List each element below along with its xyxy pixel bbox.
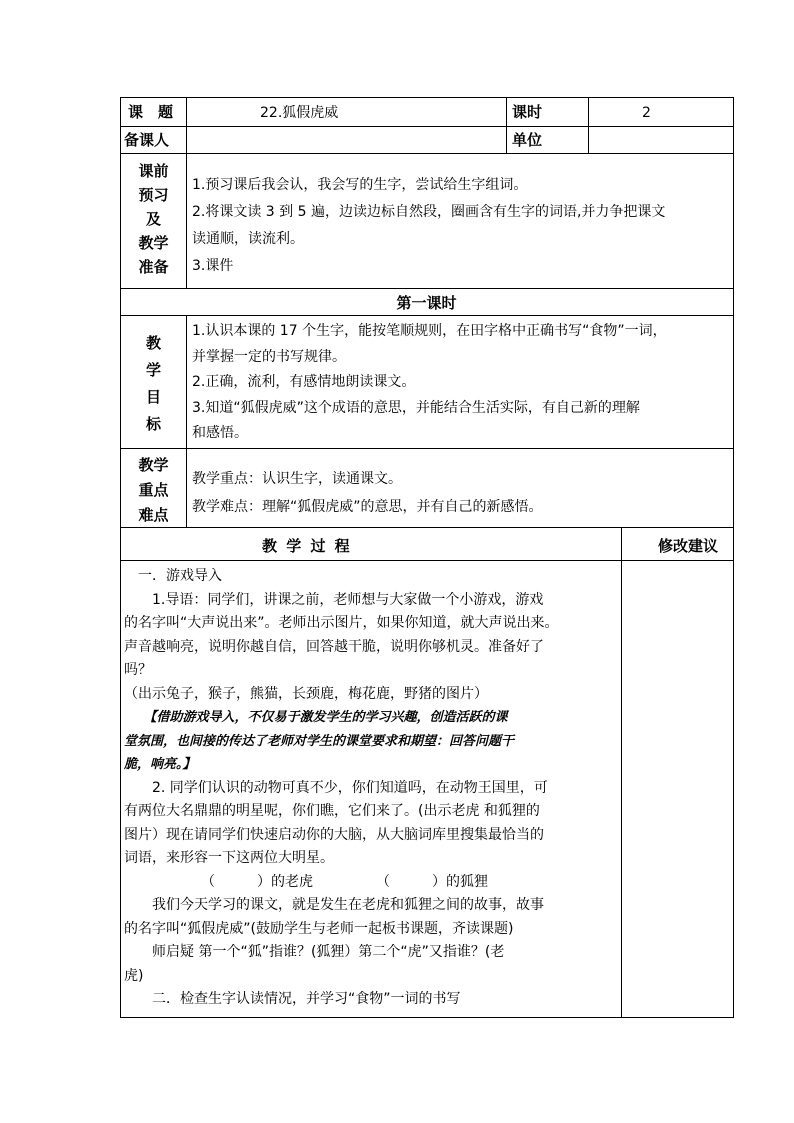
- col-divider: [621, 527, 622, 1017]
- process-line: 2. 同学们认识的动物可真不少，你们知道吗，在动物王国里，可: [124, 779, 548, 796]
- process-header: 教 学 过 程: [262, 537, 352, 555]
- process-line: 声音越响亮，说明你越自信，回答越干脆，说明你够机灵。准备好了: [124, 638, 544, 655]
- preview-line: 3.课件: [192, 258, 234, 274]
- row-divider: [120, 448, 733, 449]
- topic-label: 课 题: [128, 103, 174, 121]
- preview-line: 1.预习课后我会认，我会写的生字，尝试给生字组词。: [192, 177, 528, 193]
- process-line: 虎): [124, 967, 144, 984]
- table-border-right: [733, 97, 734, 1018]
- process-line: 二．检查生字认读情况，并学习“食物”一词的书写: [124, 991, 461, 1007]
- process-note-line: 【借助游戏导入，不仅易于激发学生的学习兴趣，创造活跃的课: [124, 710, 508, 725]
- goal-line: 1.认识本课的 17 个生字，能按笔顺规则，在田字格中正确书写“食物”一词，: [192, 323, 667, 339]
- suggestion-header: 修改建议: [658, 537, 719, 555]
- goal-line: 3.知道“狐假虎威”这个成语的意思，并能结合生活实际，有自己新的理解: [192, 399, 640, 416]
- key-points-label: 教学 重点 难点: [138, 456, 169, 524]
- preview-line: 2.将课文读 3 到 5 遍，边读边标自然段，圈画含有生字的词语,并力争把课文: [192, 204, 666, 220]
- key-point-line: 教学难点：理解“狐假虎威”的意思，并有自己的新感悟。: [192, 499, 543, 515]
- table-border-bottom: [120, 1017, 733, 1018]
- process-note-line: 脆，响亮。】: [124, 757, 196, 772]
- process-line: 图片）现在请同学们快速启动你的大脑，从大脑词库里搜集最恰当的: [124, 826, 544, 843]
- period-value: 2: [642, 105, 651, 121]
- goals-label: 教 学 目 标: [145, 334, 161, 433]
- key-points-content: [192, 465, 543, 521]
- process-note-line: 堂氛围，也间接的传达了老师对学生的课堂要求和期望：回答问题干: [124, 733, 515, 749]
- preview-label: 课前 预习 及 教学 准备: [138, 162, 169, 276]
- process-content: [124, 565, 559, 1012]
- topic-value: 22.狐假虎威: [260, 105, 339, 121]
- goal-line: 2.正确，流利，有感情地朗读课文。: [192, 374, 416, 390]
- row-divider: [120, 126, 733, 127]
- col-divider: [186, 97, 187, 153]
- col-divider: [588, 97, 589, 153]
- process-line: 词语，来形容一下这两位大明星。: [124, 850, 334, 866]
- key-point-line: 教学重点：认识生字，读通课文。: [192, 471, 402, 487]
- goal-line: 并掌握一定的书写规律。: [192, 348, 346, 365]
- process-line: 的名字叫“狐假虎威”(鼓励学生与老师一起板书课题，齐读课题): [124, 920, 514, 937]
- process-line: 师启疑 第一个“狐”指谁？(狐狸）第二个“虎”又指谁？(老: [124, 944, 505, 960]
- first-lesson-title: 第一课时: [396, 294, 457, 312]
- unit-label: 单位: [512, 131, 543, 149]
- goal-line: 和感悟。: [192, 425, 248, 441]
- row-divider: [120, 288, 733, 289]
- col-divider: [186, 153, 187, 288]
- col-divider: [186, 315, 187, 527]
- row-divider: [120, 527, 733, 528]
- table-border-top: [120, 97, 733, 98]
- process-line: 我们今天学习的课文，就是发生在老虎和狐狸之间的故事，故事: [124, 897, 544, 913]
- goals-content: [192, 319, 667, 447]
- process-line: （出示兔子，猴子，熊猫，长颈鹿，梅花鹿，野猪的图片）: [124, 685, 488, 702]
- process-line: 有两位大名鼎鼎的明星呢，你们瞧，它们来了。(出示老虎 和狐狸的: [124, 803, 540, 819]
- col-divider: [506, 97, 507, 153]
- preview-content: [192, 172, 665, 280]
- row-divider: [120, 153, 733, 154]
- preparer-label: 备课人: [124, 131, 170, 149]
- row-divider: [120, 315, 733, 316]
- preview-line: 读通顺，读流利。: [192, 231, 304, 247]
- process-line: 吗？: [124, 662, 152, 678]
- process-line: 一．游戏导入: [124, 568, 222, 584]
- process-line: （ ）的老虎 （ ）的狐狸: [124, 873, 488, 890]
- period-label: 课时: [512, 103, 543, 121]
- row-divider: [120, 560, 733, 561]
- process-line: 1.导语：同学们，讲课之前，老师想与大家做一个小游戏，游戏: [124, 591, 544, 608]
- process-line: 的名字叫“大声说出来”。老师出示图片，如果你知道，就大声说出来。: [124, 615, 559, 631]
